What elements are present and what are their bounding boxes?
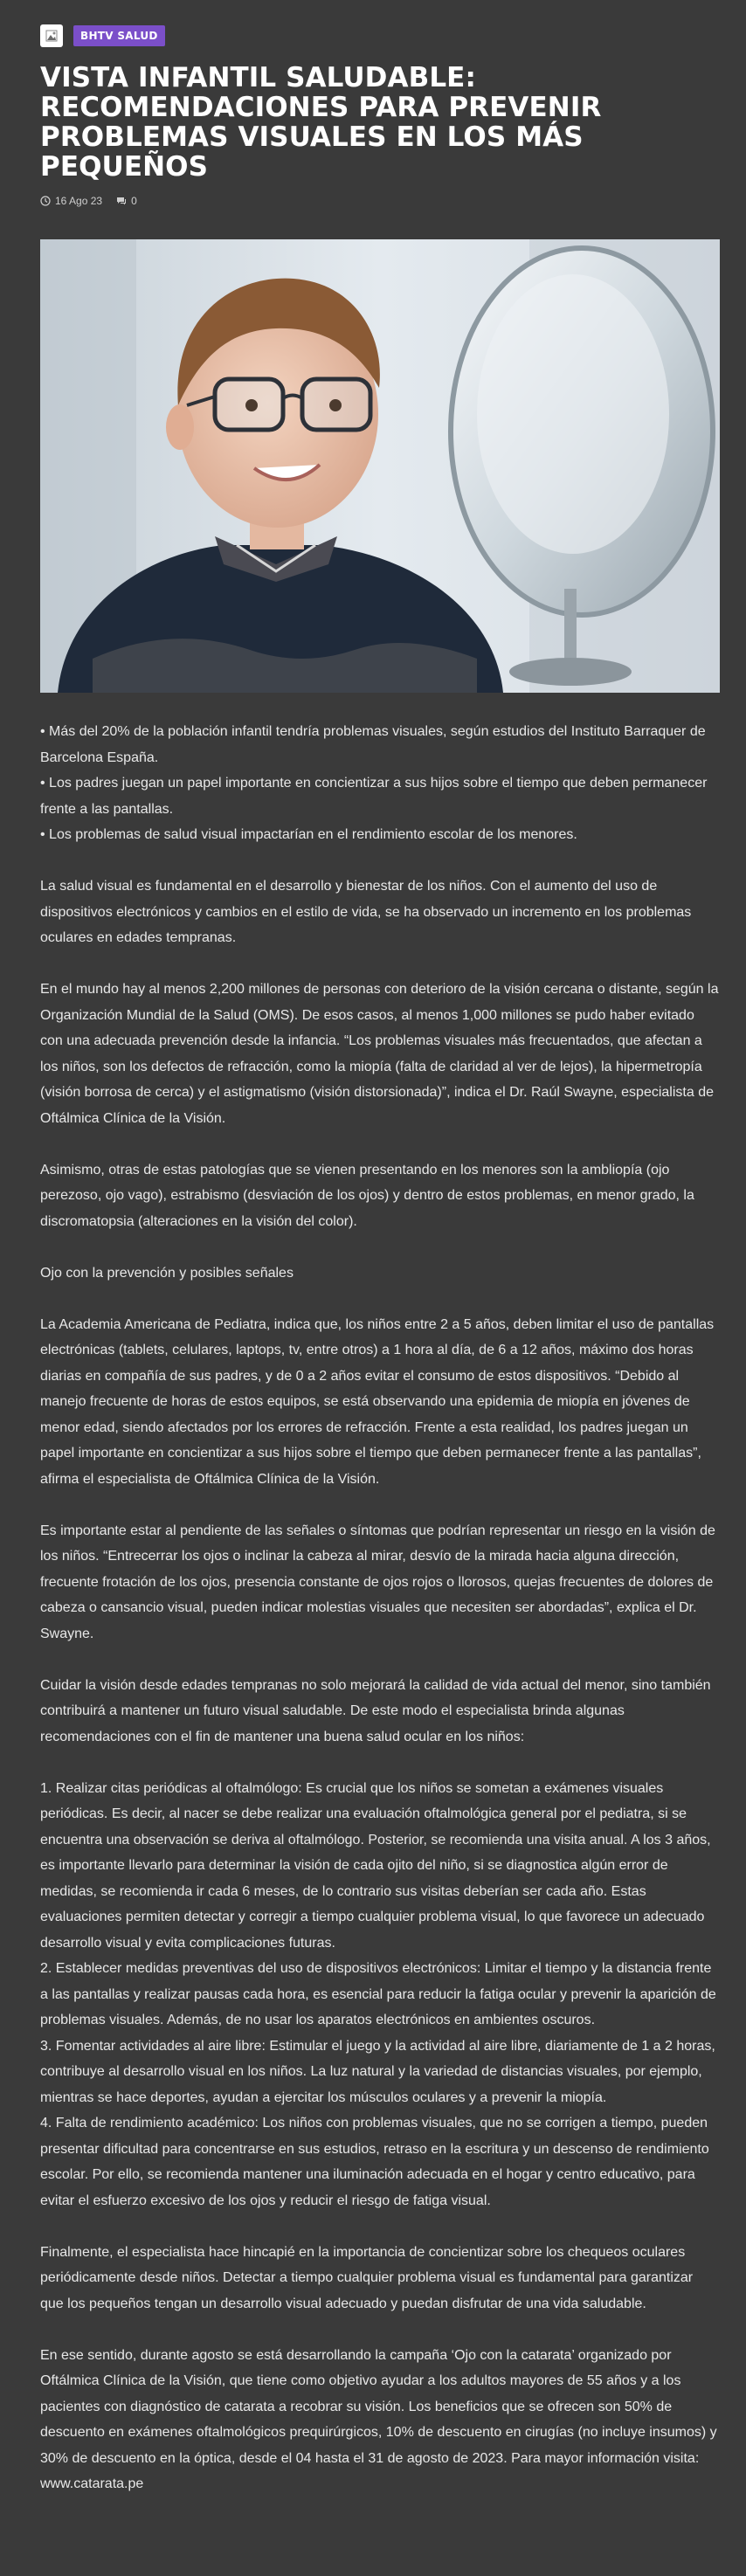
paragraph: La Academia Americana de Pediatra, indica que, los niños entre 2 a 5 años, deben limitar el uso de pantallas electrónicas (tablets, celulares, laptops, tv, entre otros) a 1 hora al día, de 6 a 12 años, máximo dos horas diarias en compañía de sus padres, y de 0 a 2 años evitar el consumo de estos dispositivos. “Debido al manejo frecuente de horas de estos equipos, se está observando una epidemia de miopía en jóvenes de menor edad, siendo afectados por los errores de refracción. Frente a esta realidad, los padres juegan un papel importante en concientizar a sus hijos sobre el tiempo que deben permanecer frente a las pantallas”, afirma el especialista de Oftálmica Clínica de la Visión. bbox=[40, 1316, 715, 1487]
clock-icon bbox=[40, 196, 51, 206]
paragraph: Cuidar la visión desde edades tempranas no solo mejorará la calidad de vida actual del menor, sino también contribuirá a mantener un futuro visual saludable. De este modo el especialista brinda algunas recomendaciones con el fin de mantener una buena salud ocular en los niños: bbox=[40, 1677, 711, 1744]
bullet-item: • Los problemas de salud visual impactarían en el rendimiento escolar de los menores. bbox=[40, 827, 577, 842]
section-subheading: Ojo con la prevención y posibles señales bbox=[40, 1265, 294, 1281]
hero-image bbox=[40, 239, 720, 693]
publish-date: 16 Ago 23 bbox=[55, 195, 103, 207]
article-container bbox=[40, 23, 720, 2523]
recommendations-list bbox=[40, 1776, 720, 2214]
bullet-item: • Los padres juegan un papel importante en concientizar a sus hijos sobre el tiempo que deben permanecer frente a las pantallas. bbox=[40, 776, 708, 817]
article-meta-top bbox=[40, 23, 720, 49]
site-logo-icon[interactable] bbox=[40, 24, 63, 47]
summary-bullets bbox=[40, 719, 720, 848]
paragraph: Asimismo, otras de estas patologías que se vienen presentando en los menores son la ambliopía (ojo perezoso, ojo vago), estrabismo (desviación de los ojos) y dentro de estos problemas, en menor grado, la discromatopsia (alteraciones en la visión del color). bbox=[40, 1162, 694, 1229]
bullet-item: • Más del 20% de la población infantil tendría problemas visuales, según estudios del Instituto Barraquer de Barcelona España. bbox=[40, 724, 706, 765]
article-title: VISTA INFANTIL SALUDABLE: RECOMENDACIONES PARA PREVENIR PROBLEMAS VISUALES EN LOS MÁS PEQUEÑOS bbox=[40, 62, 602, 183]
paragraph: Es importante estar al pendiente de las señales o síntomas que podrían representar un riesgo en la visión de los niños. “Entrecerrar los ojos o inclinar la cabeza al mirar, desvío de la mirada hacia alguna dirección, frecuente frotación de los ojos, presencia constante de ojos rojos o llorosos, quejas frecuentes de dolores de cabeza o cansancio visual, pueden indicar molestias visuales que necesiten ser abordadas”, explica el Dr. Swayne. bbox=[40, 1523, 715, 1641]
paragraph: Finalmente, el especialista hace hincapié en la importancia de concientizar sobre los chequeos oculares periódicamente desde niños. Detectar a tiempo cualquier problema visual es fundamental para garantizar que los pequeños tengan un desarrollo visual adecuado y puedan disfrutar de una vida saludable. bbox=[40, 2244, 694, 2311]
article-byline bbox=[40, 194, 720, 208]
article-body bbox=[40, 719, 720, 2497]
list-item: 1. Realizar citas periódicas al oftalmólogo: Es crucial que los niños se sometan a exámenes visuales periódicas. Es decir, al nacer se debe realizar una evaluación oftalmológica general por el pediatra, si se encuentra una observación se deriva al oftalmólogo. Posterior, se recomienda una visita anual. A los 3 años, es importante llevarlo para determinar la visión de cada ojito del niño, si se diagnostica algún error de medidas, se recomienda ir cada 6 meses, de lo contrario sus visitas deberían ser cada año. Estas evaluaciones permiten detectar y corregir a tiempo cualquier problema visual, lo que favorece un adecuado desarrollo visual y evita complicaciones futuras. bbox=[40, 1780, 711, 1951]
list-item: 3. Fomentar actividades al aire libre: Estimular el juego y la actividad al aire libre, diariamente de 1 a 2 horas, contribuye al desarrollo visual en los niños. La luz natural y la variedad de distancias visuales, por ejemplo, mientras se hace deportes, ayudan a ejercitar los músculos oculares y a prevenir la miopía. bbox=[40, 2038, 715, 2105]
comments-icon[interactable] bbox=[116, 196, 127, 206]
category-badge[interactable]: BHTV SALUD bbox=[73, 25, 165, 46]
paragraph: La salud visual es fundamental en el desarrollo y bienestar de los niños. Con el aumento del uso de dispositivos electrónicos y cambios en el estilo de vida, se ha observado un incremento en los problemas oculares en edades tempranas. bbox=[40, 879, 692, 945]
list-item: 4. Falta de rendimiento académico: Los niños con problemas visuales, que no se corrigen a tiempo, pueden presentar dificultad para concentrarse en sus estudios, retraso en la escritura y un descenso de rendimiento escolar. Por ello, se recomienda mantener una iluminación adecuada en el hogar y centro educativo, para evitar el esfuerzo excesivo de los ojos y reducir el riesgo de fatiga visual. bbox=[40, 2116, 709, 2208]
paragraph: En el mundo hay al menos 2,200 millones de personas con deterioro de la visión cercana o distante, según la Organización Mundial de la Salud (OMS). De esos casos, al menos 1,000 millones se pudo haber evitado con una adecuada prevención desde la infancia. “Los problemas visuales más frecuentados, que afectan a los niños, son los defectos de refracción, como la miopía (falta de claridad al ver de lejos), la hipermetropía (visión borrosa de cerca) y el astigmatismo (visión distorsionada)”, indica el Dr. Raúl Swayne, especialista de Oftálmica Clínica de la Visión. bbox=[40, 982, 719, 1126]
comment-count[interactable]: 0 bbox=[131, 195, 137, 207]
child-with-glasses-photo bbox=[40, 239, 720, 693]
paragraph: En ese sentido, durante agosto se está desarrollando la campaña ‘Ojo con la catarata’ organizado por Oftálmica Clínica de la Visión, que tiene como objetivo ayudar a los adultos mayores de 55 años y a los pacientes con diagnóstico de catarata a recobrar su visión. Los beneficios que se ofrecen son 50% de descuento en exámenes oftalmológicos prequirúrgicos, 10% de descuento en cirugías (no incluye insumos) y 30% de descuento en la óptica, desde el 04 hasta el 31 de agosto de 2023. Para mayor información visita: www.catarata.pe bbox=[40, 2347, 717, 2491]
list-item: 2. Establecer medidas preventivas del uso de dispositivos electrónicos: Limitar el tiempo y la distancia frente a las pantallas y realizar pausas cada hora, es esencial para reducir la fatiga ocular y prevenir la aparición de problemas visuales. Además, de no usar los aparatos electrónicos en ambientes oscuros. bbox=[40, 1961, 716, 2027]
